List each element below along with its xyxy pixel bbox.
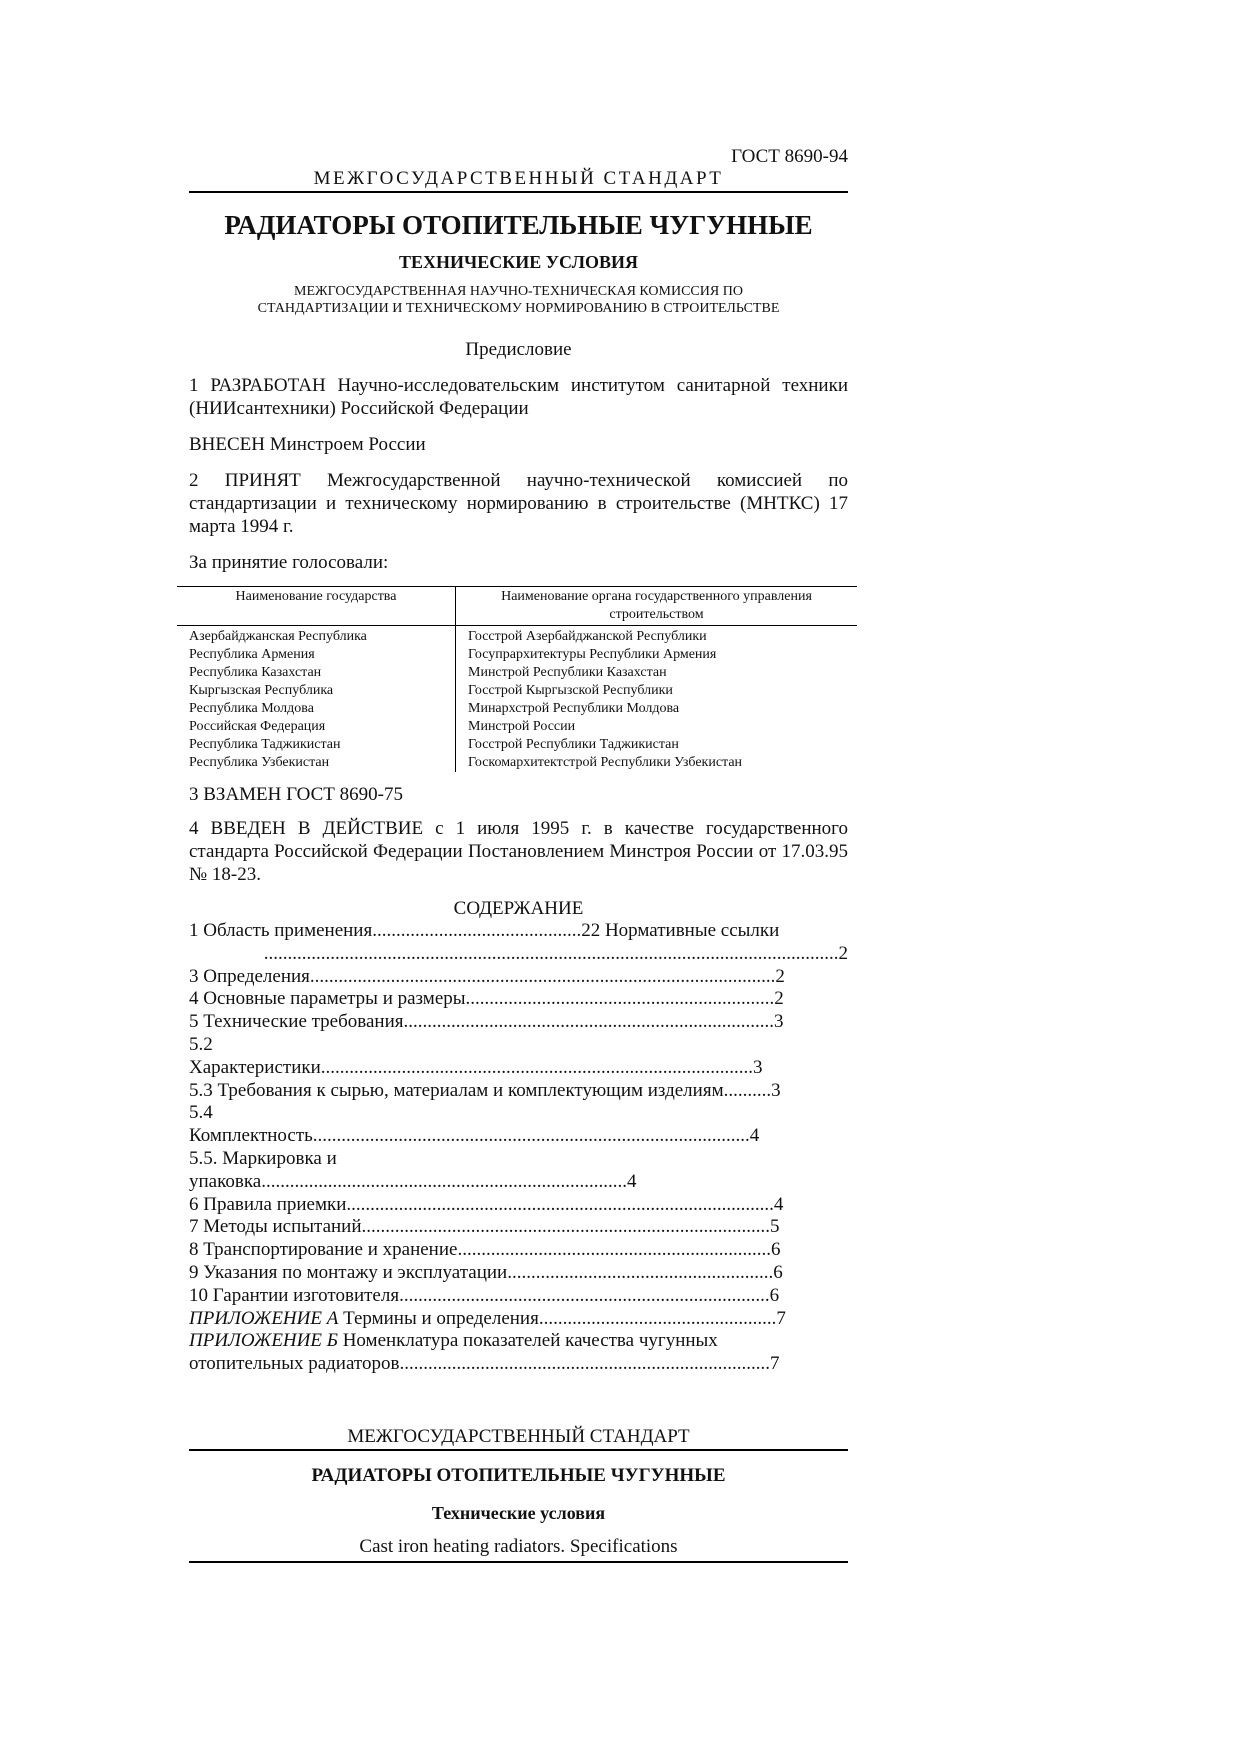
- table-cell-state: Кыргызская Республика: [177, 682, 456, 700]
- toc-line[interactable]: 4 Основные параметры и размеры.................................................................2: [189, 988, 784, 1010]
- table-row: [177, 700, 857, 718]
- table-cell-body: Госупрархитектуры Республики Армения: [468, 647, 717, 662]
- document-title: РАДИАТОРЫ ОТОПИТЕЛЬНЫЕ ЧУГУННЫЕ: [224, 210, 813, 240]
- document-subtitle: ТЕХНИЧЕСКИЕ УСЛОВИЯ: [399, 252, 638, 272]
- toc-title: СОДЕРЖАНИЕ: [453, 898, 584, 919]
- toc-line[interactable]: 10 Гарантии изготовителя..............................................................................6: [189, 1284, 780, 1306]
- toc-line[interactable]: 8 Транспортирование и хранение..................................................................6: [189, 1239, 781, 1261]
- document-page: [189, 146, 848, 1563]
- table-cell-body: Госстрой Азербайджанской Республики: [468, 629, 707, 644]
- commission-name: [189, 283, 848, 317]
- table-cell-state: Республика Молдова: [177, 700, 456, 718]
- table-cell-body: Госстрой Кыргызской Республики: [468, 683, 673, 698]
- toc-line[interactable]: 5.4: [189, 1102, 213, 1124]
- toc-line[interactable]: 3 Определения..................................................................................................2: [189, 965, 785, 987]
- table-cell-body: Минархстрой Республики Молдова: [468, 701, 680, 716]
- table-row: [177, 626, 857, 647]
- commission-line-2: СТАНДАРТИЗАЦИИ И ТЕХНИЧЕСКОМУ НОРМИРОВАНИЮ В СТРОИТЕЛЬСТВЕ: [257, 301, 780, 316]
- toc-line[interactable]: 5.5. Маркировка и: [189, 1147, 337, 1169]
- toc-line[interactable]: .........................................................................................................................2: [263, 942, 848, 964]
- appendix-b-label: ПРИЛОЖЕНИЕ Б: [189, 1330, 338, 1352]
- preface-paragraph-developed: 1 РАЗРАБОТАН Научно-исследовательским институтом санитарной техники (НИИсантехники) Российской Федерации: [189, 375, 848, 419]
- toc-line[interactable]: 9 Указания по монтажу и эксплуатации........................................................6: [189, 1261, 783, 1283]
- toc-line-appendix-a[interactable]: [189, 1308, 848, 1331]
- toc-line[interactable]: Комплектность............................................................................................4: [189, 1125, 760, 1147]
- table-cell-body: Госкомархитектстрой Республики Узбекистан: [468, 755, 743, 770]
- table-cell-state: Республика Казахстан: [177, 664, 456, 682]
- toc-line[interactable]: 5 Технические требования..............................................................................3: [189, 1011, 784, 1033]
- toc-line[interactable]: 5.2: [189, 1033, 213, 1055]
- table-of-contents: [189, 920, 848, 1376]
- votes-table-header-body: Наименование органа государственного управления строительством: [456, 587, 858, 626]
- commission-line-1: МЕЖГОСУДАРСТВЕННАЯ НАУЧНО-ТЕХНИЧЕСКАЯ КОМИССИЯ ПО: [294, 284, 743, 299]
- votes-table-header-state: Наименование государства: [177, 587, 456, 626]
- table-cell-body: Минстрой России: [468, 719, 576, 734]
- preface-paragraph-voted: За принятие голосовали:: [189, 552, 389, 573]
- footer-interstate-standard: МЕЖГОСУДАРСТВЕННЫЙ СТАНДАРТ: [189, 1426, 848, 1451]
- table-row: [177, 718, 857, 736]
- toc-line[interactable]: 5.3 Требования к сырью, материалам и комплектующим изделиям..........3: [189, 1079, 781, 1101]
- appendix-b-text: Номенклатура показателей качества чугунных: [337, 1330, 718, 1352]
- toc-line[interactable]: упаковка.............................................................................4: [189, 1170, 637, 1192]
- paragraph-effective: 4 ВВЕДЕН В ДЕЙСТВИЕ с 1 июля 1995 г. в качестве государственного стандарта Российской Федерации Постановлением Минстроя России от 17.03.95 № 18-23.: [189, 818, 848, 885]
- table-row: [177, 736, 857, 754]
- table-row: [177, 682, 857, 700]
- table-cell-state: Азербайджанская Республика: [177, 626, 456, 647]
- votes-table: [177, 586, 857, 772]
- interstate-standard-heading: МЕЖГОСУДАРСТВЕННЫЙ СТАНДАРТ: [189, 168, 848, 193]
- preface-paragraph-adopted: 2 ПРИНЯТ Межгосударственной научно-технической комиссией по стандартизации и техническому нормированию в строительстве (МНТКС) 17 марта 1994 г.: [189, 470, 848, 537]
- appendix-a-text: Термины и определения..................................................7: [338, 1307, 786, 1329]
- table-cell-state: Российская Федерация: [177, 718, 456, 736]
- table-cell-state: Республика Армения: [177, 646, 456, 664]
- preface-title: Предисловие: [465, 339, 572, 360]
- gost-number: ГОСТ 8690-94: [731, 146, 848, 167]
- table-row: [177, 664, 857, 682]
- table-row: [177, 754, 857, 772]
- toc-line-appendix-b[interactable]: [189, 1330, 848, 1353]
- appendix-a-label: ПРИЛОЖЕНИЕ А: [189, 1307, 339, 1329]
- table-row: [177, 646, 857, 664]
- footer-title: РАДИАТОРЫ ОТОПИТЕЛЬНЫЕ ЧУГУННЫЕ: [311, 1464, 726, 1486]
- toc-line-appendix-b-cont[interactable]: отопительных радиаторов..............................................................................7: [189, 1353, 780, 1375]
- toc-line[interactable]: 7 Методы испытаний......................................................................................5: [189, 1216, 780, 1238]
- preface-paragraph-introduced: ВНЕСЕН Минстроем России: [189, 434, 426, 455]
- paragraph-replaces: 3 ВЗАМЕН ГОСТ 8690-75: [189, 784, 403, 805]
- toc-line[interactable]: Характеристики...........................................................................................3: [189, 1056, 763, 1078]
- table-cell-state: Республика Таджикистан: [177, 736, 456, 754]
- table-cell-body: Минстрой Республики Казахстан: [468, 665, 667, 680]
- table-cell-state: Республика Узбекистан: [177, 754, 456, 772]
- toc-line[interactable]: 6 Правила приемки..........................................................................................4: [189, 1193, 784, 1215]
- footer-english-title: Cast iron heating radiators. Specifications: [189, 1536, 848, 1563]
- toc-line[interactable]: 1 Область применения............................................22 Нормативные ссылки: [189, 920, 780, 941]
- table-cell-body: Госстрой Республики Таджикистан: [468, 737, 679, 752]
- votes-table-header-row: [177, 587, 857, 626]
- footer-subtitle: Технические условия: [431, 1502, 606, 1523]
